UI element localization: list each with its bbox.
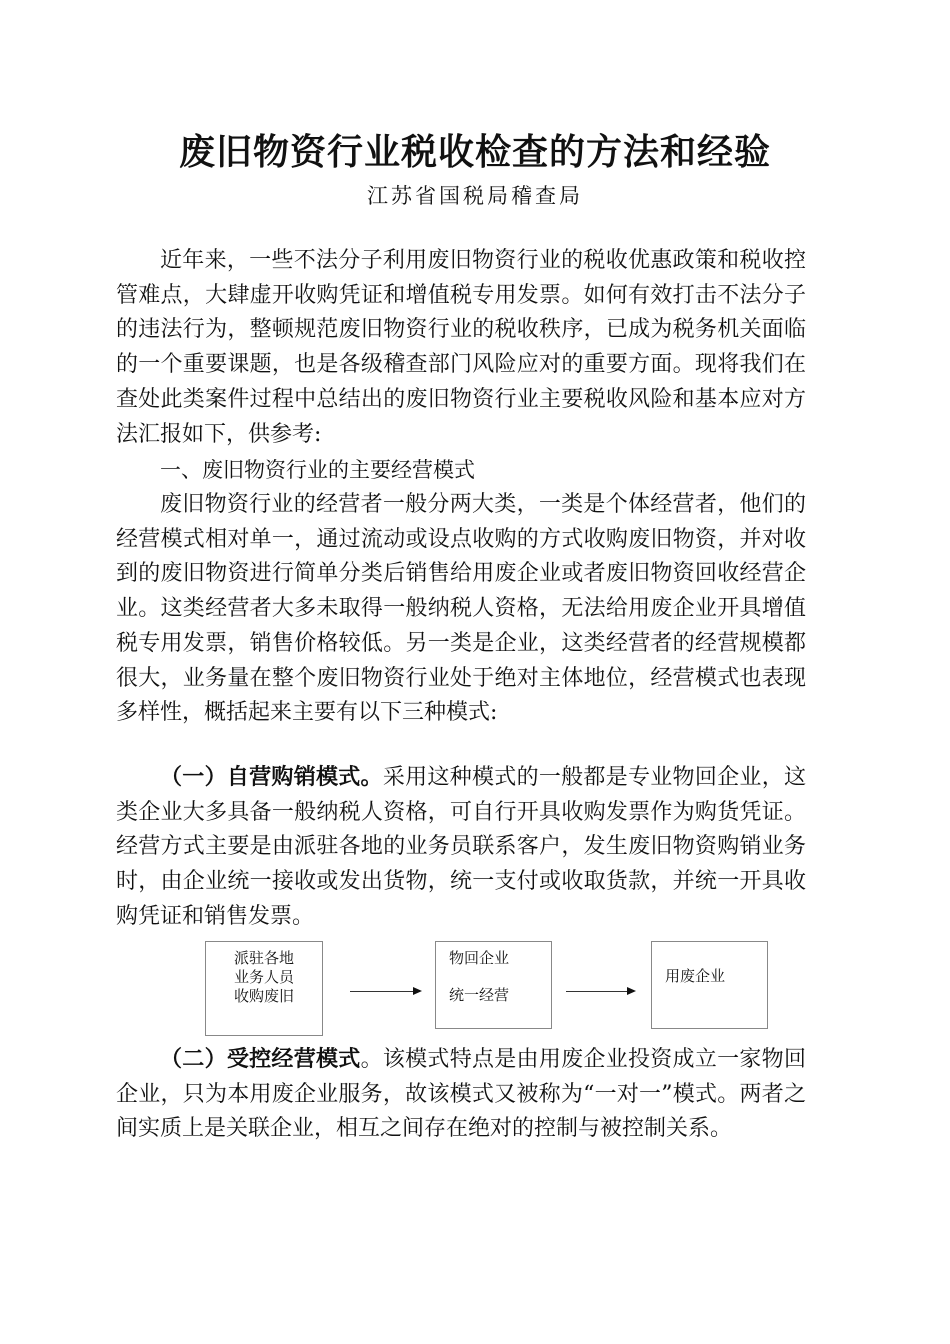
intro-paragraph: 近年来，一些不法分子利用废旧物资行业的税收优惠政策和税收控管难点，大肆虚开收购凭证和增值税专用发票。如何有效打击不法分子的违法行为，整顿规范废旧物资行业的税收秩序，已成为税务机关面临的一个重要课题，也是各级稽查部门风险应对的重要方面。现将我们在查处此类案件过程中总结出的废旧物资行业主要税收风险和基本应对方法汇报如下，供参考: [116,248,806,447]
mode1-text: 采用这种模式的一般都是专业物回企业，这类企业大多具备一般纳税人资格，可自行开具收购发票作为购货凭证。经营方式主要是由派驻各地的业务员联系客户，发生废旧物资购销业务时，由企业统一接收或发出货物，统一支付或收取货款，并统一开具收购凭证和销售发票。 [116,765,806,929]
flow-box-recycler-line: 物回企业 [449,949,510,967]
document-title: 废旧物资行业税收检查的方法和经验 [178,132,771,173]
flow-arrow-1 [350,991,420,992]
mode2-paragraph [116,1043,806,1147]
flow-box-recycler-line: 统一经营 [449,986,510,1004]
flow-box-agents-line: 派驻各地 [233,949,294,967]
flow-box-user-enterprise-line: 用废企业 [665,967,726,985]
flow-box-user-enterprise [651,941,768,1029]
flow-box-agents [205,941,323,1036]
flow-box-agents-line: 业务人员 [233,968,294,986]
section-heading-1: 一、废旧物资行业的主要经营模式 [160,458,475,482]
flow-box-agents-line: 收购废旧 [233,987,294,1005]
mode2-label: （二）受控经营模式 [160,1047,361,1072]
mode1-paragraph [116,761,806,935]
mode2-text: 。该模式特点是由用废企业投资成立一家物回企业，只为本用废企业服务，故该模式又被称为“一对一”模式。两者之间实质上是关联企业，相互之间存在绝对的控制与被控制关系。 [116,1047,806,1142]
flow-arrow-2 [566,991,634,992]
mode1-label: （一）自营购销模式。 [160,765,383,790]
flow-box-recycler [435,941,552,1029]
section1-paragraph: 废旧物资行业的经营者一般分两大类，一类是个体经营者，他们的经营模式相对单一，通过流动或设点收购的方式收购废旧物资，并对收到的废旧物资进行简单分类后销售给用废企业或者废旧物资回收经营企业。这类经营者大多未取得一般纳税人资格，无法给用废企业开具增值税专用发票，销售价格较低。另一类是企业，这类经营者的经营规模都很大，业务量在整个废旧物资行业处于绝对主体地位，经营模式也表现多样性，概括起来主要有以下三种模式: [116,492,806,726]
document-author: 江苏省国税局稽查局 [367,184,583,208]
